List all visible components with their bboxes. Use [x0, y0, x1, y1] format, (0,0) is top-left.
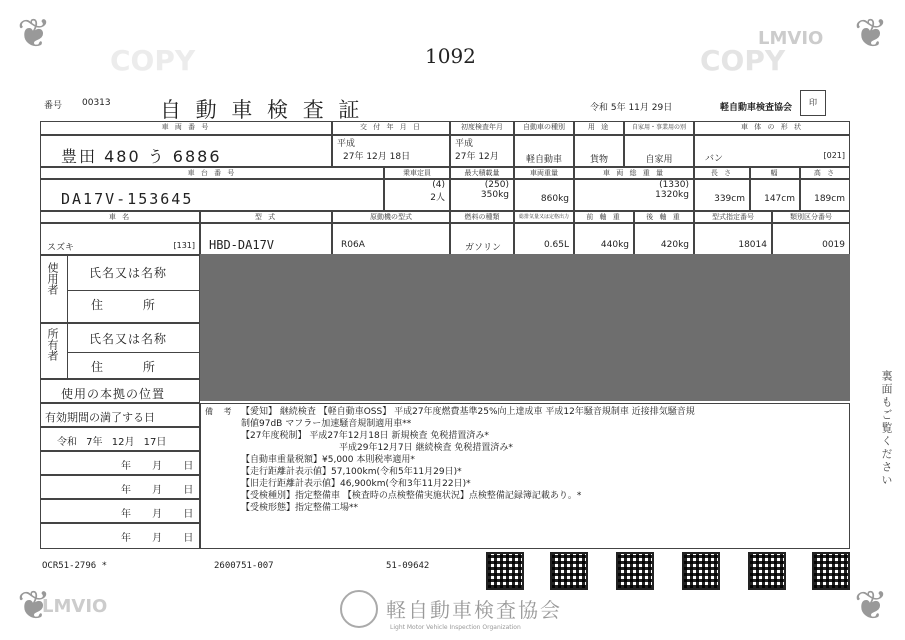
- watermark-bottom: LMVIO: [42, 596, 108, 617]
- ornament-icon: ❦: [17, 583, 51, 629]
- height-value: 189cm: [800, 179, 850, 211]
- remarks-box: [200, 403, 850, 549]
- org-name-en: Light Motor Vehicle Inspection Organization: [390, 624, 521, 631]
- first-reg-cell: [450, 135, 514, 167]
- front-axle-label: 前 軸 重: [574, 211, 634, 223]
- first-reg-value: 27年 12月: [455, 152, 499, 162]
- fuel-label: 燃料の種類: [450, 211, 514, 223]
- first-reg-label: 初度検査年月: [450, 121, 514, 135]
- displacement-value: 0.65L: [514, 223, 574, 255]
- handwritten-note: 1092: [425, 44, 476, 68]
- capacity-value2: 2人: [430, 193, 445, 203]
- number-value: 00313: [82, 98, 111, 108]
- side-note: 裏面もご覧ください: [880, 370, 893, 487]
- rear-axle-value: 420kg: [634, 223, 694, 255]
- owner-block: [40, 323, 200, 379]
- designation-value: 18014: [694, 223, 772, 255]
- body-label: 車 体 の 形 状: [694, 121, 850, 135]
- qr-code-icon: [682, 552, 720, 590]
- expiry-label: 有効期間の満了する日: [40, 403, 200, 427]
- type-label: 自動車の種別: [514, 121, 574, 135]
- remarks-label: 備 考: [205, 407, 236, 416]
- height-label: 高 さ: [800, 167, 850, 179]
- gross-cell: [574, 179, 694, 211]
- biz-label: 自家用・事業用の別: [624, 121, 694, 135]
- category-value: 0019: [772, 223, 850, 255]
- base-label: 使用の本拠の位置: [40, 379, 200, 403]
- remark-line: 【走行距離計表示値】57,100km(令和5年11月29日)*: [241, 467, 462, 477]
- redacted-area: [200, 254, 850, 401]
- gross-value1: (1330): [659, 180, 689, 190]
- code-1: 2600751-007: [214, 561, 274, 571]
- fuel-value: ガソリン: [450, 223, 514, 255]
- code-2: 51-09642: [386, 561, 430, 571]
- load-cell: [450, 179, 514, 211]
- number-label: 番号: [44, 101, 63, 111]
- seal-icon: 印: [800, 90, 826, 116]
- owner-label: 所有者: [46, 328, 59, 361]
- ornament-icon: ❦: [17, 11, 51, 57]
- watermark-copy-left: COPY: [110, 44, 196, 77]
- user-label: 使用者: [46, 262, 59, 295]
- model-label: 型 式: [200, 211, 332, 223]
- ornament-icon: ❦: [854, 11, 888, 57]
- issue-label: 交 付 年 月 日: [332, 121, 450, 135]
- document-title: 自 動 車 検 査 証: [160, 98, 364, 122]
- use-label: 用 途: [574, 121, 624, 135]
- issuer-name: 軽自動車検査協会: [720, 103, 793, 113]
- qr-code-icon: [748, 552, 786, 590]
- plate-label: 車 両 番 号: [40, 121, 332, 135]
- model-cell: [200, 223, 332, 255]
- qr-code-icon: [550, 552, 588, 590]
- blank-date-1: 年 月 日: [40, 451, 200, 475]
- body-value: バン: [705, 154, 724, 164]
- user-block: [40, 255, 200, 323]
- remark-line: 【受検形態】指定整備工場**: [241, 503, 359, 513]
- capacity-cell: [384, 179, 450, 211]
- qr-code-icon: [812, 552, 850, 590]
- load-value2: 350kg: [480, 190, 509, 200]
- expiry-value: 令和 7年 12月 17日: [40, 427, 200, 451]
- maker-cell: [40, 223, 200, 255]
- qr-code-icon: [486, 552, 524, 590]
- chassis-label: 車 台 番 号: [40, 167, 384, 179]
- length-label: 長 さ: [694, 167, 750, 179]
- displacement-label: 総排気量又は定格出力: [514, 211, 574, 223]
- watermark-copy: COPY: [700, 44, 786, 77]
- maker-label: 車 名: [40, 211, 200, 223]
- owner-address-label: 住 所: [91, 360, 173, 374]
- biz-value: 自家用: [624, 135, 694, 167]
- remark-line: 【27年度税制】 平成27年12月18日 新規検査 免税措置済み*: [241, 431, 489, 441]
- designation-label: 型式指定番号: [694, 211, 772, 223]
- ornament-icon: ❦: [854, 583, 888, 629]
- width-label: 幅: [750, 167, 800, 179]
- plate-value: 豊田 480 う 6886: [61, 147, 222, 166]
- watermark-top: LMVIO: [758, 28, 824, 49]
- qr-code-icon: [616, 552, 654, 590]
- remark-line: 制値97dB マフラー加速騒音規制適用車**: [241, 419, 412, 429]
- blank-date-2: 年 月 日: [40, 475, 200, 499]
- user-name-label: 氏名又は名称: [89, 266, 168, 280]
- load-value1: (250): [484, 180, 509, 190]
- capacity-label: 乗車定員: [384, 167, 450, 179]
- remark-line: 【受検種別】指定整備車 【検査時の点検整備実施状況】点検整備記録簿記載あり。*: [241, 491, 582, 501]
- issue-date-value: 27年 12月 18日: [343, 152, 411, 162]
- engine-value: R06A: [332, 223, 450, 255]
- remarks-text: [241, 406, 841, 514]
- body-code: [021]: [823, 151, 845, 160]
- capacity-value1: (4): [432, 180, 445, 190]
- maker-code: [131]: [173, 241, 195, 250]
- weight-value: 860kg: [514, 179, 574, 211]
- chassis-value: DA17V-153645: [61, 190, 194, 208]
- engine-label: 原動機の型式: [332, 211, 450, 223]
- gross-label: 車 両 総 重 量: [574, 167, 694, 179]
- org-name: 軽自動車検査協会: [386, 598, 562, 622]
- type-value: 軽自動車: [514, 135, 574, 167]
- load-label: 最大積載量: [450, 167, 514, 179]
- use-value: 貨物: [574, 135, 624, 167]
- issue-era: 平成: [337, 139, 356, 149]
- gross-value2: 1320kg: [655, 190, 689, 200]
- user-address-label: 住 所: [91, 298, 173, 312]
- blank-date-3: 年 月 日: [40, 499, 200, 523]
- remark-line: 【旧走行距離計表示値】46,900km(令和3年11月22日)*: [241, 479, 471, 489]
- issue-date: 令和 5年 11月 29日: [590, 103, 673, 113]
- remark-line: 平成29年12月7日 継続検査 免税措置済み*: [339, 443, 513, 453]
- maker-value: スズキ: [47, 243, 75, 253]
- front-axle-value: 440kg: [574, 223, 634, 255]
- blank-date-4: 年 月 日: [40, 523, 200, 549]
- chassis-cell: [40, 179, 384, 211]
- model-value: HBD-DA17V: [209, 238, 275, 252]
- ocr-code: OCR51-2796 *: [42, 561, 108, 571]
- body-cell: [694, 135, 850, 167]
- first-reg-era: 平成: [455, 139, 474, 149]
- owner-name-label: 氏名又は名称: [89, 332, 168, 346]
- length-value: 339cm: [694, 179, 750, 211]
- category-label: 類別区分番号: [772, 211, 850, 223]
- issue-cell: [332, 135, 450, 167]
- plate-cell: [40, 135, 332, 167]
- rear-axle-label: 後 軸 重: [634, 211, 694, 223]
- weight-label: 車両重量: [514, 167, 574, 179]
- org-logo-icon: [340, 590, 378, 628]
- width-value: 147cm: [750, 179, 800, 211]
- remark-line: 【自動車重量税額】¥5,000 本則税率適用*: [241, 455, 415, 465]
- remark-line: 【愛知】 継続検査 【軽自動車OSS】 平成27年度燃費基準25%向上達成車 平成12年騒音規制車 近接排気騒音規: [241, 407, 695, 417]
